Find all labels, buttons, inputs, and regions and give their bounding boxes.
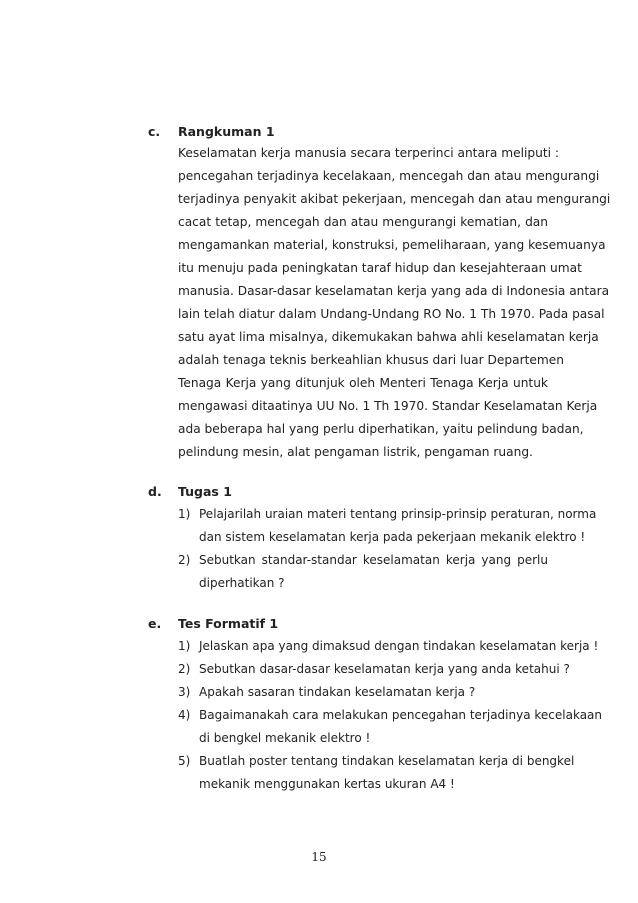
page-number: 15 <box>311 850 327 864</box>
list-item-line: Apakah sasaran tindakan keselamatan kerja ? <box>199 685 476 699</box>
list-item-line: Bagaimanakah cara melakukan pencegahan terjadinya kecelakaan <box>199 708 603 722</box>
list-item-number: 5) <box>178 754 191 768</box>
list-item-line: Jelaskan apa yang dimaksud dengan tindakan keselamatan kerja ! <box>199 639 599 653</box>
paragraph-line: adalah tenaga teknis berkeahlian khusus dari luar Departemen <box>178 353 564 367</box>
paragraph-line: manusia. Dasar-dasar keselamatan kerja yang ada di Indonesia antara <box>178 284 610 298</box>
section-c-letter: c. <box>148 124 161 139</box>
list-item-number: 3) <box>178 685 191 699</box>
list-item-line: di bengkel mekanik elektro ! <box>199 731 371 745</box>
list-item-number: 2) <box>178 662 191 676</box>
paragraph-line: pelindung mesin, alat pengaman listrik, pengaman ruang. <box>178 445 533 459</box>
list-item-line: dan sistem keselamatan kerja pada pekerjaan mekanik elektro ! <box>199 530 586 544</box>
list-item-number: 1) <box>178 507 191 521</box>
section-d-title: Tugas 1 <box>178 484 232 499</box>
list-item-line: Sebutkan standar-standar keselamatan kerja yang perlu <box>199 553 548 567</box>
paragraph-line: satu ayat lima misalnya, dikemukakan bahwa ahli keselamatan kerja <box>178 330 599 344</box>
paragraph-line: cacat tetap, mencegah dan atau mengurangi kematian, dan <box>178 215 548 229</box>
paragraph-line: terjadinya penyakit akibat pekerjaan, mencegah dan atau mengurangi <box>178 192 611 206</box>
list-item-number: 1) <box>178 639 191 653</box>
section-d-letter: d. <box>148 484 162 499</box>
paragraph-line: Tenaga Kerja yang ditunjuk oleh Menteri Tenaga Kerja untuk <box>178 376 548 390</box>
list-item-line: diperhatikan ? <box>199 576 285 590</box>
paragraph-line: mengawasi ditaatinya UU No. 1 Th 1970. Standar Keselamatan Kerja <box>178 399 598 413</box>
list-item-line: mekanik menggunakan kertas ukuran A4 ! <box>199 777 455 791</box>
section-e-letter: e. <box>148 616 162 631</box>
section-c-title: Rangkuman 1 <box>178 124 275 139</box>
section-e-title: Tes Formatif 1 <box>178 616 279 631</box>
list-item-number: 2) <box>178 553 191 567</box>
paragraph-line: Keselamatan kerja manusia secara terperinci antara meliputi : <box>178 146 560 160</box>
paragraph-line: pencegahan terjadinya kecelakaan, mencegah dan atau mengurangi <box>178 169 600 183</box>
list-item-number: 4) <box>178 708 191 722</box>
list-item-line: Pelajarilah uraian materi tentang prinsip-prinsip peraturan, norma <box>199 507 597 521</box>
paragraph-line: ada beberapa hal yang perlu diperhatikan, yaitu pelindung badan, <box>178 422 584 436</box>
paragraph-line: itu menuju pada peningkatan taraf hidup dan kesejahteraan umat <box>178 261 582 275</box>
list-item-line: Sebutkan dasar-dasar keselamatan kerja yang anda ketahui ? <box>199 662 570 676</box>
paragraph-line: lain telah diatur dalam Undang-Undang RO No. 1 Th 1970. Pada pasal <box>178 307 605 321</box>
list-item-line: Buatlah poster tentang tindakan keselamatan kerja di bengkel <box>199 754 575 768</box>
paragraph-line: mengamankan material, konstruksi, pemeliharaan, yang kesemuanya <box>178 238 606 252</box>
